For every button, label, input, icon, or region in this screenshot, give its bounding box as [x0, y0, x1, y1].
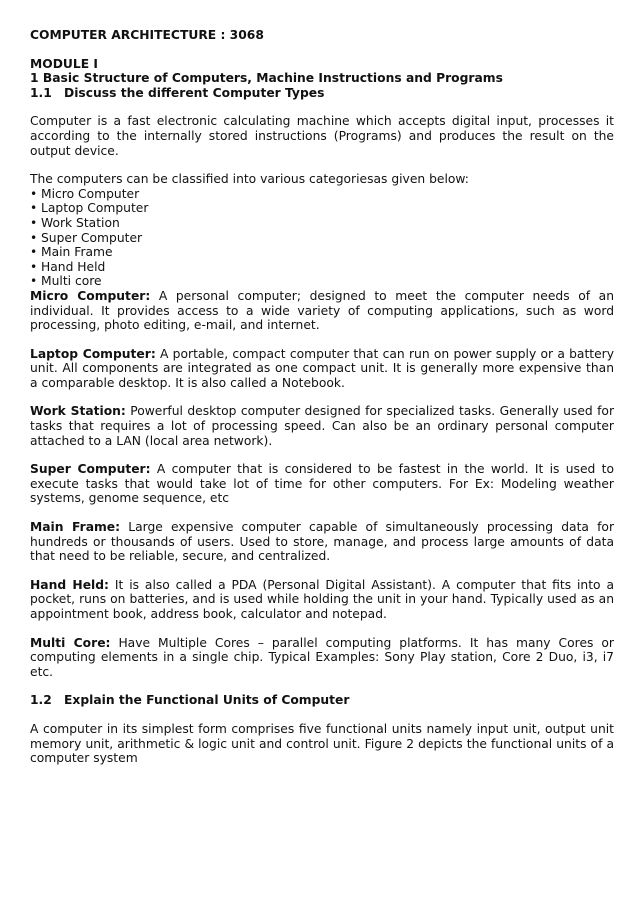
computer-type-label: Multi core: [41, 274, 102, 289]
computer-type-label: Super Computer: [41, 230, 143, 245]
computer-type-item: [30, 216, 614, 231]
computer-type-item: [30, 260, 614, 275]
super-computer-paragraph: [30, 462, 614, 506]
computer-type-label: Main Frame: [41, 245, 113, 260]
hand-held-paragraph: [30, 578, 614, 622]
bullet-icon: •: [30, 186, 38, 201]
computer-type-item: [30, 245, 614, 260]
computer-type-item: [30, 274, 614, 289]
computer-type-label: Laptop Computer: [41, 201, 149, 216]
computer-type-label: Micro Computer: [41, 186, 140, 201]
bullet-icon: •: [30, 274, 38, 289]
work-station-paragraph: [30, 404, 614, 448]
term: Hand Held:: [30, 577, 109, 592]
definition: Have Multiple Cores – parallel computing platforms. It has many Cores or computing elements in a single chip. Typical Examples: Sony Play station, Core 2 Duo, i3, i7 etc.: [30, 635, 614, 679]
term: Laptop Computer:: [30, 346, 156, 361]
section-number: 1.2: [30, 693, 52, 708]
section-1-1-heading: [30, 86, 614, 101]
computer-type-item: [30, 187, 614, 202]
definition: Large expensive computer capable of simultaneously processing data for hundreds or thousands of users. Used to store, manage, and process large amounts of data that need to be reliable, secure, and centralized.: [30, 520, 614, 564]
document-page: [30, 28, 614, 766]
definition: A portable, compact computer that can run on power supply or a battery unit. All components are integrated as one compact unit. It is generally more expensive than a comparable desktop. It is also called a Notebook.: [30, 346, 614, 390]
section-title: Explain the Functional Units of Computer: [64, 693, 350, 708]
document-title: COMPUTER ARCHITECTURE : 3068: [30, 28, 264, 42]
definition: Powerful desktop computer designed for specialized tasks. Generally used for tasks that requires a lot of processing speed. Can also be an ordinary personal computer attached to a LAN (local area network).: [30, 404, 615, 448]
term: Micro Computer:: [30, 288, 151, 303]
classification-intro: The computers can be classified into various categoriesas given below:: [30, 172, 469, 187]
section-title: Discuss the different Computer Types: [64, 85, 325, 100]
section-number: 1.1: [30, 85, 52, 100]
definition: A personal computer; designed to meet the computer needs of an individual. It provides access to a wide variety of computing applications, such as word processing, photo editing, e-mail, and internet.: [30, 288, 614, 333]
functional-units-paragraph: A computer in its simplest form comprises five functional units namely input unit, output unit memory unit, arithmetic & logic unit and control unit. Figure 2 depicts the functional units of a computer system: [30, 721, 614, 766]
computer-type-item: [30, 231, 614, 246]
computer-types-list: [30, 187, 614, 289]
definition: A computer that is considered to be fastest in the world. It is used to execute tasks that would take lot of time for other computers. For Ex: Modeling weather systems, genome sequence, etc: [30, 462, 614, 506]
bullet-icon: •: [30, 215, 38, 230]
term: Multi Core:: [30, 635, 111, 650]
section-1-2-heading: [30, 693, 614, 708]
main-frame-paragraph: [30, 520, 614, 564]
term: Main Frame:: [30, 520, 121, 535]
computer-type-label: Hand Held: [41, 259, 106, 274]
term: Work Station:: [30, 404, 126, 419]
term: Super Computer:: [30, 462, 151, 477]
module-heading: MODULE I: [30, 56, 98, 71]
multi-core-paragraph: [30, 636, 614, 680]
intro-paragraph: Computer is a fast electronic calculating machine which accepts digital input, processes it according to the internally stored instructions (Programs) and produces the result on the output device.: [30, 114, 614, 158]
chapter-heading: 1 Basic Structure of Computers, Machine Instructions and Programs: [30, 71, 503, 86]
bullet-icon: •: [30, 230, 38, 245]
bullet-icon: •: [30, 245, 38, 260]
bullet-icon: •: [30, 201, 38, 216]
micro-computer-paragraph: [30, 289, 614, 333]
laptop-computer-paragraph: [30, 347, 614, 391]
computer-type-label: Work Station: [41, 215, 120, 230]
computer-type-item: [30, 201, 614, 216]
definition: It is also called a PDA (Personal Digital Assistant). A computer that fits into a pocket, runs on batteries, and is used while holding the unit in your hand. Typically used as an appointment book, address book, calculator and notepad.: [30, 577, 614, 621]
bullet-icon: •: [30, 259, 38, 274]
